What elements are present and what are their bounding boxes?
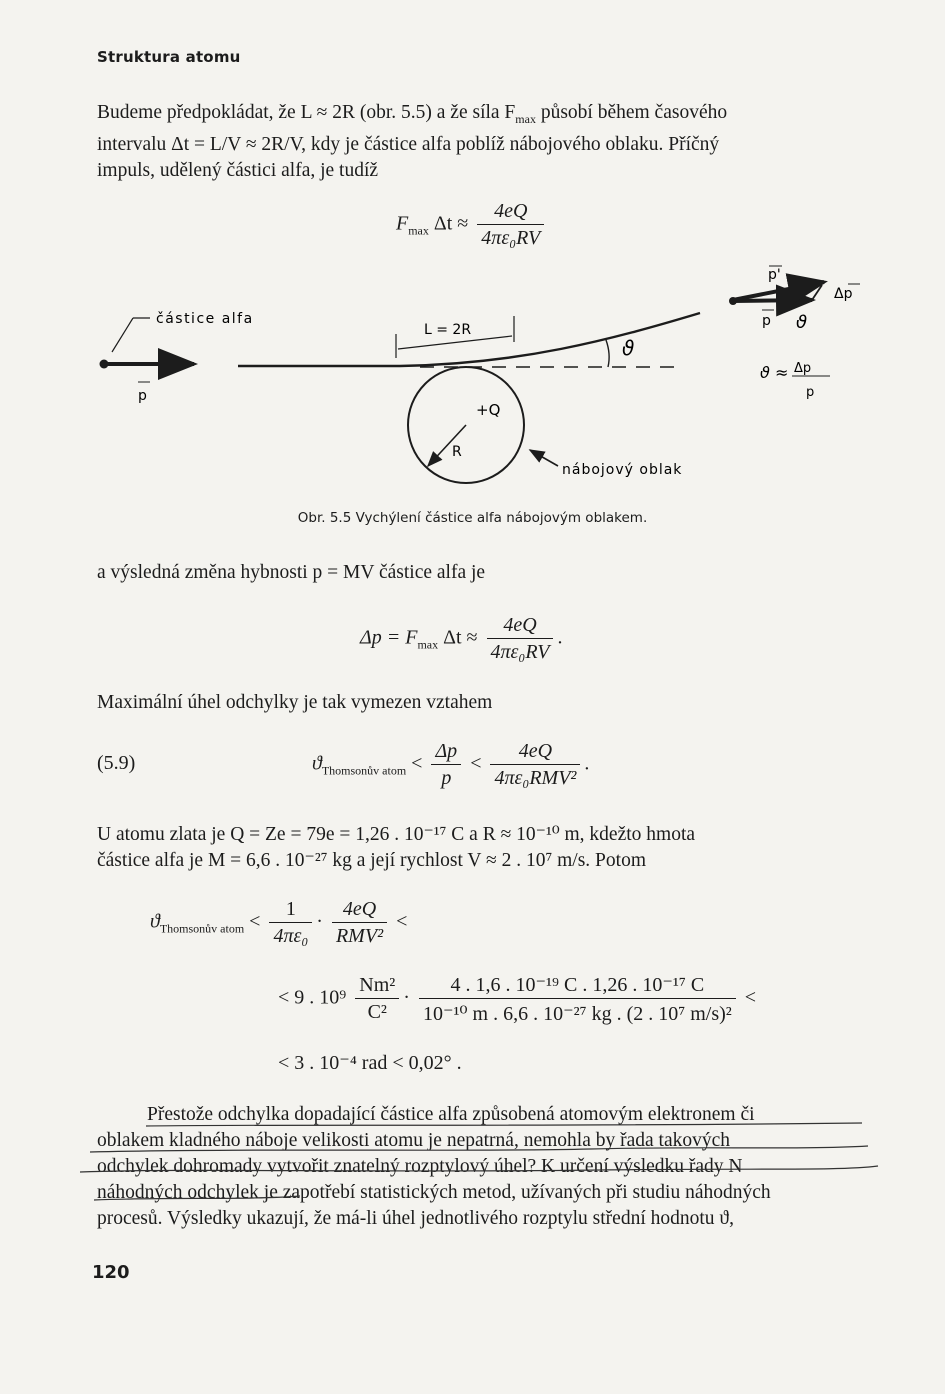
radius-label: R — [452, 444, 462, 460]
paragraph-line: intervalu Δt = L/V ≈ 2R/V, kdy je částice alfa poblíž nábojového oblaku. Příčný — [97, 134, 720, 155]
equation-numeric: < 9 . 10⁹ $\frac{\text{Nm²}}{\text{C²}}$ · $\frac{\text{4 . 1,6 . 10⁻¹⁹ C . 1,26 . 10⁻¹⁷ C}}{\text{10⁻¹⁰ m . 6,6 . 10⁻²⁷ kg . (2 . 10⁷ m/s)²}}$ < — [278, 974, 757, 1025]
equation-thomson-bound: $ϑ_{Thomsonův atom}$ < $\frac{1}{\text{4πε₀}}$ · $\frac{4eQ}{\text{RMV²}}$ < — [150, 898, 408, 947]
paragraph-line: Budeme předpokládat, že L ≈ 2R (obr. 5.5) a že síla $F_{max}$ působí během časového — [97, 102, 728, 126]
fraction: $\frac{4eQ}{\text{RMV²}}$ — [332, 898, 387, 948]
p-label: p — [138, 388, 147, 404]
paragraph-line: impuls, udělený částici alfa, je tudíž — [97, 160, 379, 181]
fraction: $\frac{1}{\text{4πε₀}}$ — [269, 898, 312, 948]
equation-number: (5.9) — [97, 752, 136, 774]
relation-den: p — [806, 385, 815, 400]
figure-caption: Obr. 5.5 Vychýlení částice alfa nábojovým oblakem. — [297, 510, 648, 526]
page-number: 120 — [92, 1262, 130, 1283]
paragraph-gold-atom: U atomu zlata je Q = Ze = 79e = 1,26 . 10⁻¹⁷ C a R ≈ 10⁻¹⁰ m, kdežto hmota částice alfa je M = 6,6 . 10⁻²⁷ kg a její rychlost V ≈ 2 . 10⁷ m/s. Potom — [97, 824, 696, 871]
paragraph-momentum: a výsledná změna hybnosti p = MV částice alfa je — [97, 562, 486, 583]
triangle-theta-label: ϑ — [796, 312, 808, 333]
theta-label: ϑ — [622, 336, 635, 360]
relation-num: Δp — [794, 361, 812, 376]
fraction: $\frac{4eQ}{\text{4πε₀RMV²}}$ — [490, 740, 580, 790]
particle-label: částice alfa — [156, 311, 254, 327]
paragraph-max-angle: Maximální úhel odchylky je tak vymezen vztahem — [97, 692, 493, 713]
equation-transverse-impulse: $F_{max}$ Δt ≈ $\frac{4eQ}{\text{4πε₀RV}}$ — [396, 200, 548, 250]
p-bottom-label: p — [762, 313, 771, 329]
cloud-label: nábojový oblak — [562, 462, 683, 478]
fraction: $\frac{4eQ}{\text{4πε₀RV}}$ — [487, 614, 554, 664]
charge-label: +Q — [476, 401, 501, 419]
fraction: $\frac{\text{Nm²}}{\text{C²}}$ — [355, 974, 399, 1024]
equation-5-9: $ϑ_{Thomsonův atom}$ < $\frac{\Delta p}{p}$ < $\frac{4eQ}{\text{4πε₀RMV²}}$ . — [312, 740, 590, 789]
fraction: $\frac{4eQ}{\text{4πε₀RV}}$ — [477, 200, 544, 250]
equation-result: < 3 . 10⁻⁴ rad < 0,02° . — [278, 1052, 462, 1074]
relation-lhs: ϑ ≈ — [760, 363, 789, 382]
fraction: $\frac{\Delta p}{p}$ — [431, 740, 461, 790]
fraction: $\frac{\text{4 . 1,6 . 10⁻¹⁹ C . 1,26 . 10⁻¹⁷ C}}{\text{10⁻¹⁰ m . 6,6 . 10⁻²⁷ kg . (2 . 10⁷ m/s)²}}$ — [419, 972, 736, 1026]
p-prime-label: p' — [768, 267, 781, 283]
length-label: L = 2R — [424, 322, 472, 338]
running-head: Struktura atomu — [97, 48, 241, 66]
equation-momentum-change: $\Delta p = F_{max}$ Δt ≈ $\frac{4eQ}{\text{4πε₀RV}}$ . — [360, 614, 563, 663]
paragraph-statistics: Přestože odchylka dopadající částice alfa způsobená atomovým elektronem či oblakem kladného náboje velikosti atomu je nepatrná, nemohla by řada takových odchylek dohromady vytvořit znatelný rozptylový úhel? K určení výsledku řady N náhodných odchylek je zapotřebí statistických metod, užívaných při studiu náhodných procesů. Výsledky ukazují, že má-li úhel jednotlivého rozptylu střední hodnotu ϑ, — [97, 1104, 771, 1229]
dp-label: Δp — [834, 286, 853, 302]
